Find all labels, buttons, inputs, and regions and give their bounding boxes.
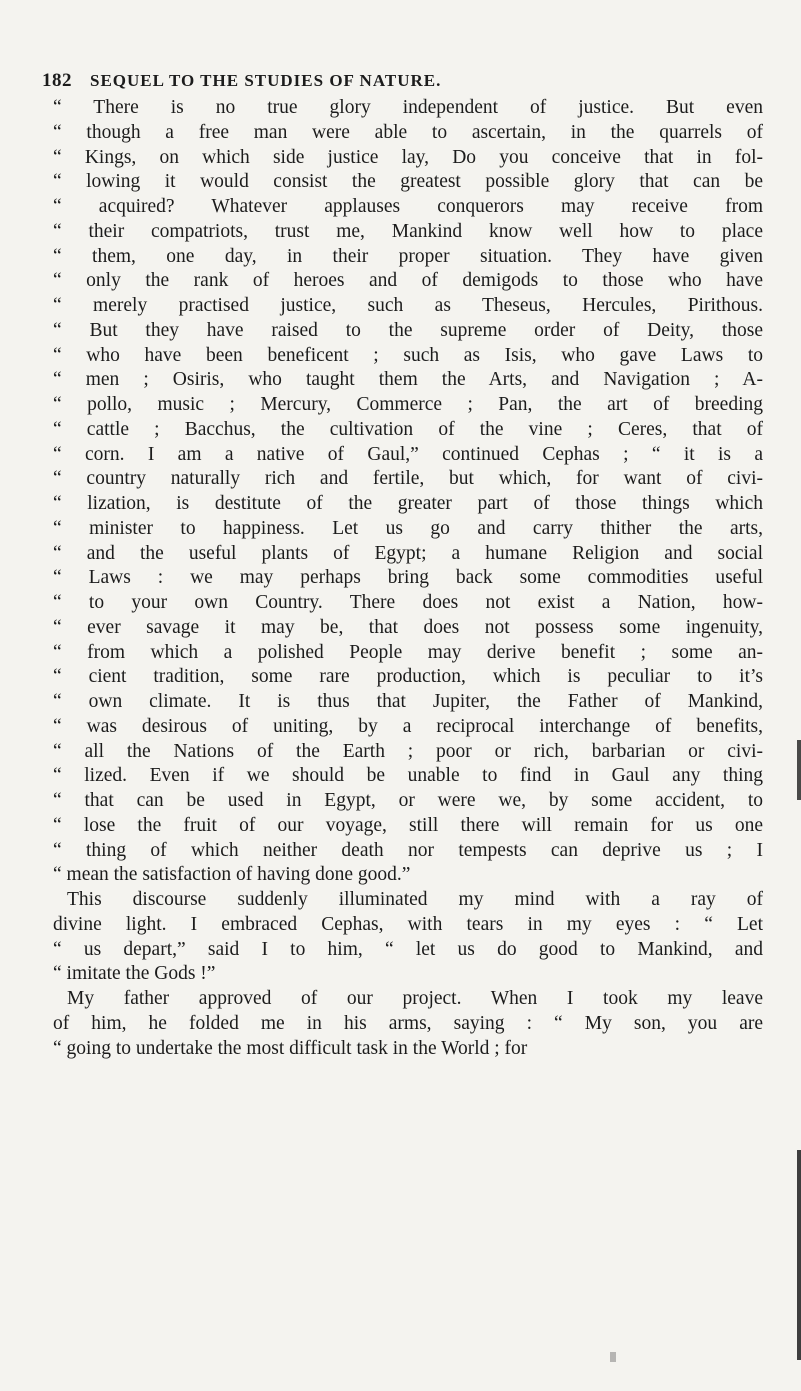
text-line: “ corn. I am a native of Gaul,” continued Cephas ; “ it is a — [53, 443, 763, 465]
text-line: “ that can be used in Egypt, or were we, by some accident, to — [53, 790, 763, 811]
text-line: “ men ; Osiris, who taught them the Arts, and Navigation ; A- — [53, 369, 763, 391]
text-line: “ merely practised justice, such as Theseus, Hercules, Pirithous. — [53, 295, 763, 316]
text-line: “ all the Nations of the Earth ; poor or rich, barbarian or civi- — [53, 740, 763, 762]
margin-shadow — [797, 1150, 801, 1360]
text-line: “ But they have raised to the supreme order of Deity, those — [53, 319, 763, 341]
text-line: “ to your own Country. There does not exist a Nation, how- — [53, 592, 763, 613]
body-text — [53, 96, 763, 1061]
text-line: “ mean the satisfaction of having done good.” — [53, 864, 411, 886]
text-line: “ lose the fruit of our voyage, still there will remain for us one — [53, 814, 763, 836]
text-line: “ There is no true glory independent of justice. But even — [53, 97, 763, 118]
ink-speck — [610, 1352, 616, 1362]
text-line: “ acquired? Whatever applauses conquerors may receive from — [53, 196, 763, 217]
text-line: “ us depart,” said I to him, “ let us do good to Mankind, and — [53, 938, 763, 960]
running-title: SEQUEL TO THE STUDIES OF NATURE. — [90, 71, 442, 90]
page-number: 182 — [42, 70, 72, 91]
text-line: “ who have been beneficent ; such as Isis, who gave Laws to — [53, 344, 763, 366]
text-line: “ lized. Even if we should be unable to find in Gaul any thing — [53, 765, 763, 787]
text-line: “ only the rank of heroes and of demigods to those who have — [53, 270, 763, 292]
text-line: “ own climate. It is thus that Jupiter, the Father of Mankind, — [53, 691, 763, 712]
text-line: “ Laws : we may perhaps bring back some commodities useful — [53, 567, 763, 589]
text-line: “ ever savage it may be, that does not possess some ingenuity, — [53, 616, 763, 638]
text-line: “ country naturally rich and fertile, but which, for want of civi- — [53, 468, 763, 490]
text-line: My father approved of our project. When I took my leave — [67, 988, 763, 1009]
text-line: “ minister to happiness. Let us go and carry thither the arts, — [53, 517, 763, 539]
text-line: “ thing of which neither death nor tempests can deprive us ; I — [53, 839, 763, 861]
text-line: “ and the useful plants of Egypt; a humane Religion and social — [53, 542, 763, 564]
text-line: “ imitate the Gods !” — [53, 963, 216, 985]
text-line: This discourse suddenly illuminated my mind with a ray of — [67, 889, 763, 910]
margin-shadow — [797, 740, 801, 800]
text-line: divine light. I embraced Cephas, with tears in my eyes : “ Let — [53, 913, 763, 935]
text-line: “ Kings, on which side justice lay, Do you conceive that in fol- — [53, 146, 763, 168]
text-line: “ cient tradition, some rare production, which is peculiar to it’s — [53, 666, 763, 688]
text-line: “ was desirous of uniting, by a reciprocal interchange of benefits, — [53, 715, 763, 737]
text-line: “ them, one day, in their proper situation. They have given — [53, 245, 763, 267]
text-line: “ going to undertake the most difficult task in the World ; for — [53, 1037, 528, 1059]
text-line: “ pollo, music ; Mercury, Commerce ; Pan, the art of breeding — [53, 394, 763, 415]
page-header — [42, 70, 762, 94]
text-line: “ from which a polished People may derive benefit ; some an- — [53, 641, 763, 663]
text-line: “ lization, is destitute of the greater part of those things which — [53, 493, 763, 514]
text-line: “ their compatriots, trust me, Mankind know well how to place — [53, 220, 763, 242]
text-line: “ cattle ; Bacchus, the cultivation of the vine ; Ceres, that of — [53, 418, 763, 440]
text-line: “ lowing it would consist the greatest possible glory that can be — [53, 171, 763, 193]
text-line: of him, he folded me in his arms, saying : “ My son, you are — [53, 1012, 763, 1034]
text-line: “ though a free man were able to ascertain, in the quarrels of — [53, 121, 763, 143]
